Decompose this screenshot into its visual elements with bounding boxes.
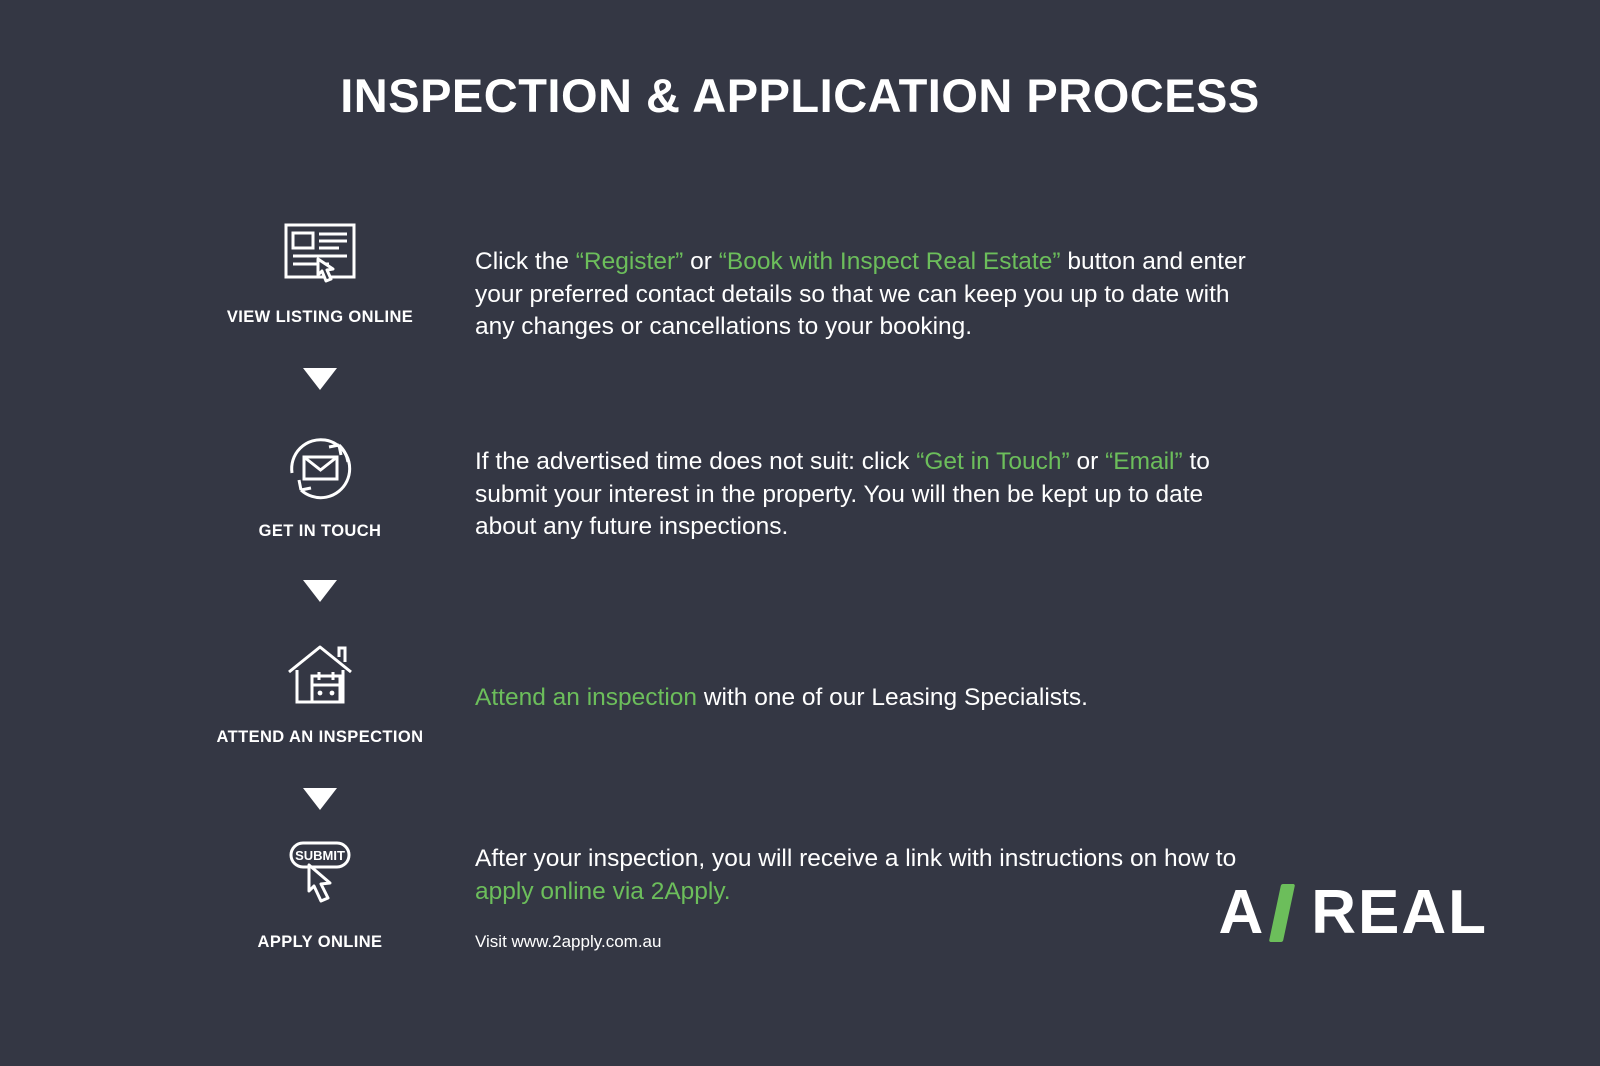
arrow-2-icon xyxy=(170,580,470,607)
step-4-footnote: Visit www.2apply.com.au xyxy=(475,932,662,951)
step-1-text-part-0: Click the xyxy=(475,248,576,275)
listing-page-with-pointer-icon xyxy=(170,210,470,296)
step-2-text-part-2: or xyxy=(1069,448,1106,475)
logo-letter-a: A xyxy=(1218,878,1266,947)
step-1-text-part-3: “Book with Inspect Real Estate” xyxy=(718,248,1061,275)
step-2-icon-column xyxy=(170,424,470,541)
step-1-text xyxy=(475,246,1265,344)
house-calendar-icon xyxy=(170,630,470,716)
step-2-label: GET IN TOUCH xyxy=(258,522,382,540)
step-2-text-part-3: “Email” xyxy=(1105,448,1183,475)
arrow-1-icon xyxy=(170,368,470,395)
step-3-label: ATTEND AN INSPECTION xyxy=(216,728,424,746)
step-4-label: APPLY ONLINE xyxy=(257,933,383,951)
step-2-text-part-1: “Get in Touch” xyxy=(916,448,1070,475)
step-4-icon-column xyxy=(170,835,470,952)
brand-logo xyxy=(1218,877,1488,948)
logo-word-real: REAL xyxy=(1311,878,1488,947)
step-2-text xyxy=(475,446,1265,544)
svg-text:SUBMIT: SUBMIT xyxy=(295,848,345,863)
step-3-icon-column xyxy=(170,630,470,747)
step-3-text-part-1: with one of our Leasing Specialists. xyxy=(697,684,1088,711)
submit-button-pointer-icon xyxy=(170,835,470,921)
step-1-icon-column xyxy=(170,210,470,327)
arrow-3-icon xyxy=(170,788,470,815)
step-4-text xyxy=(475,843,1265,908)
step-2-text-part-0: If the advertised time does not suit: click xyxy=(475,448,917,475)
step-4-text-part-0: After your inspection, you will receive a link with instructions on how to xyxy=(475,845,1237,872)
page-title: INSPECTION & APPLICATION PROCESS xyxy=(340,69,1260,122)
step-4-text-part-1: apply online via 2Apply. xyxy=(475,877,731,905)
step-1-text-part-2: or xyxy=(683,248,719,275)
step-1-text-part-1: “Register” xyxy=(575,248,684,275)
step-1-text-part-4: button and enter your preferred contact details so that we can keep you up to date with any changes or cancellations to your booking. xyxy=(475,248,1246,341)
step-1-label: VIEW LISTING ONLINE xyxy=(226,308,414,326)
step-3-text-part-0: Attend an inspection xyxy=(475,684,698,711)
logo-slash-icon xyxy=(1269,884,1295,942)
step-2-text-part-4: to submit your interest in the property. You will then be kept up to date about any future inspections. xyxy=(475,448,1210,541)
envelope-refresh-icon xyxy=(170,424,470,510)
step-3-text xyxy=(475,682,1265,715)
